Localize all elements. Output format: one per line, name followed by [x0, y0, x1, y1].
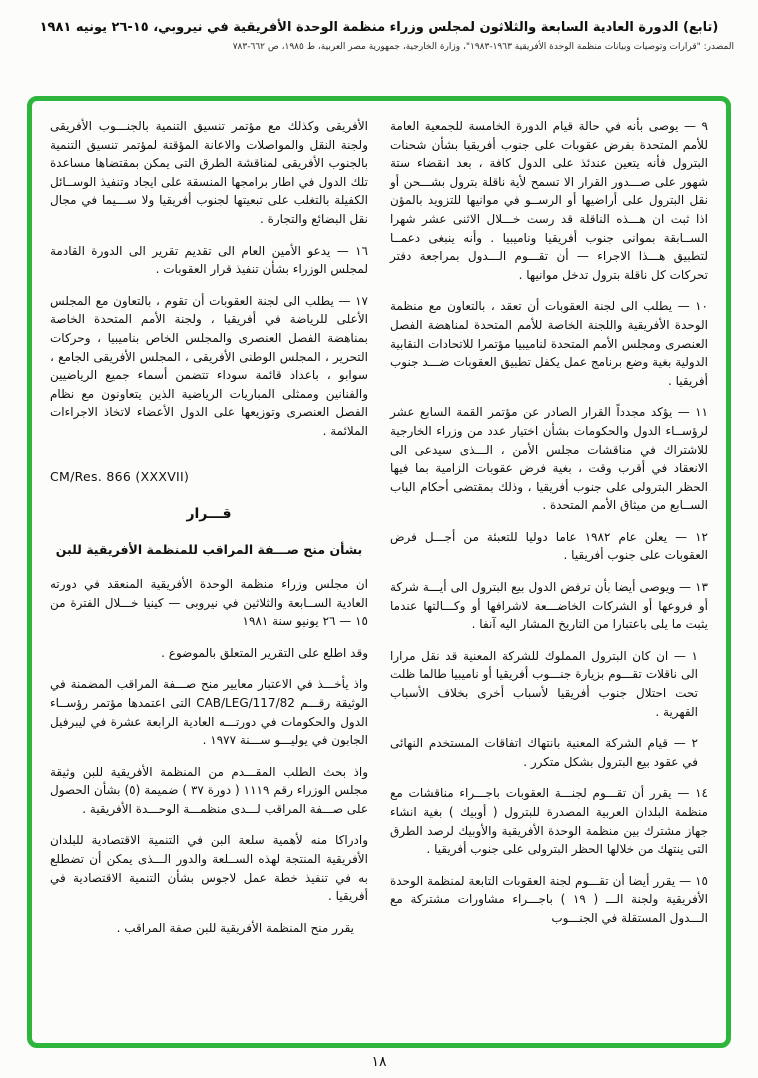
paragraph-item-11: ١١ — يؤكد مجدداً القرار الصادر عن مؤتمر القمة السابع عشر لرؤســاء الدول والحكومات بشأن اختيار عدد من وزراء الخارجية للاشتراك في مناقشات مجلس الأمن ، الـــذى سيدعى الى الانعقاد في أقرب وقت ، بغية فرض عقوبات الزامية بما فيها الحظر البترولى على جنوب أفريقيا ، وذلك بمقتضى أحكام الباب الســابع من ميثاق الأمم المتحدة .: [390, 405, 708, 513]
paragraph-item-10: ١٠ — يطلب الى لجنة العقوبات أن تعقد ، بالتعاون مع منظمة الوحدة الأفريقية واللجنة الخاصة للأمم المتحدة لمناهضة الفصل العنصرى ومجلس الأمم المتحدة لناميبيا مؤتمرا للاتحادات النقابية الدولية بغية وضع برنامج عمل يكفل تطبيق العقوبات ضـــد جنوب أفريقيا .: [390, 299, 708, 388]
resolution-subtitle: بشأن منح صـــفة المراقب للمنظمة الأفريقية للبن: [55, 541, 363, 557]
column-left: [50, 117, 368, 1033]
column-right: [390, 117, 708, 1033]
paragraph-item-14: ١٤ — يقرر أن تقـــوم لجنـــة العقوبات باجـــراء مناقشات مع منظمة البلدان العربية المصدرة للبترول ( أوبيك ) بغية انشاء جهاز مشترك بين منظمة الوحدة الأفريقية والأوبيك لرصد الطرق التى ينتهك من خلالها الحظر البترولى على جنوب أفريقيا .: [390, 786, 708, 857]
paragraph-item-16: ١٦ — يدعو الأمين العام الى تقديم تقرير الى الدورة القادمة لمجلس الوزراء بشأن تنفيذ قرار العقوبات .: [50, 243, 368, 277]
page-number: ١٨: [371, 1054, 387, 1070]
page-header: [0, 0, 758, 52]
resolution-paragraph-coffee: وادراكا منه لأهمية سلعة البن في التنمية الاقتصادية للبلدان الأفريقية المنتجة لهذه الســلعة والدور الـــذى يمكن أن تضطلع به في تنفيذ خطة عمل لاجوس بشأن التنمية الاقتصادية في أفريقيا .: [50, 833, 368, 904]
resolution-title: قـــرار: [186, 505, 232, 522]
header-title: (تابع) الدورة العادية السابعة والثلاثون لمجلس وزراء منظمة الوحدة الأفريقية في نيروبي، ١٥-٢٦ يونيه ١٩٨١: [39, 20, 719, 35]
resolution-paragraph-preamble: ان مجلس وزراء منظمة الوحدة الأفريقية المنعقد في دورته العادية الســابعة والثلاثين في نيروبى — كينيا خـــلال الفترة من ١٥ — ٢٦ يونيو سنة ١٩٨١: [50, 576, 368, 629]
paragraph-item-15: ١٥ — يقرر أيضا أن تقـــوم لجنة العقوبات التابعة لمنظمة الوحدة الأفريقية ولجنة الـــ ( ١٩ ) باجـــراء مشاورات مشتركة مع الـــدول المستقلة في الجنـــوب: [390, 873, 708, 925]
paragraph-item-12: ١٢ — يعلن عام ١٩٨٢ عاما دوليا للتعبئة من أجـــل فرض العقوبات على جنوب أفريقيا .: [390, 529, 708, 563]
paragraph-subitem-2: ٢ — قيام الشركة المعنية بانتهاك اتفاقات المستخدم النهائى في عقود بيع البترول بشكل متكرر .: [390, 736, 698, 769]
resolution-paragraph-report: وقد اطلع على التقرير المتعلق بالموضوع .: [161, 645, 368, 660]
header-source-line: المصدر: "قرارات وتوصيات وبيانات منظمة الوحدة الأفريقية ١٩٦٣-١٩٨٣"، وزارة الخارجية، جمهورية مصر العربية، ط ١٩٨٥، ص ٦٦٢-٧٨٣: [232, 42, 734, 52]
resolution-paragraph-criteria: واذ يأخـــذ في الاعتبار معايير منح صـــفة المراقب المضمنة في الوثيقة رقـــم CAB/LEG/117/82 التى اعتمدها مؤتمر رؤســاء الدول والحكومات في دورتـــه العادية الرابعة عشرة في ليبرفيل الجابون في يوليـــو ســـنة ١٩٧٧ .: [50, 677, 368, 748]
paragraph-item-17: ١٧ — يطلب الى لجنة العقوبات أن تقوم ، بالتعاون مع المجلس الأعلى للرياضة في أفريقيا ، ولجنة الأمم المتحدة الخاصة بمناهضة الفصل العنصرى والمجلس الخاص بناميبيا ، وحركات التحرير ، المجلس الوطنى الأفريقى ، المجلس الأفريقى الجامع ، سوابو ، باعداد قائمة سوداء تتضمن أسماء جميع الرياضيين والفنانين وممثلى المباريات الرياضية الذين يتعاونون مع نظام الفصل العنصرى وتوزيعها على الدول الأعضاء لاتخاذ الاجراءات الملائمة .: [50, 293, 368, 438]
resolution-decision-line: يقرر منح المنظمة الأفريقية للبن صفة المراقب .: [116, 920, 354, 935]
paragraph-item-13: ١٣ — ويوصى أيضا بأن ترفض الدول بيع البترول الى أيـــة شركة أو فروعها أو الشركات الخاضـــعة لاشرافها أو وكـــالتها عندما يثبت ما يلى باعتبارا من التاريخ المشار اليه آنفا .: [390, 580, 708, 632]
content-frame: [27, 96, 731, 1048]
resolution-code: CM/Res. 866 (XXXVII): [50, 468, 190, 484]
two-column-layout: [50, 117, 708, 1033]
paragraph-item-9: ٩ — يوصى بأنه في حالة قيام الدورة الخامسة للجمعية العامة للأمم المتحدة بفرض عقوبات على جنوب أفريقيا بشأن شحنات البترول فأنه يتعين عندئذ على الدول كافة ، بعد انقضاء ستة شهور على صـــدور القرار الا تسمح لأية ناقلة بترول بشـــحن أو نقل البترول على أراضيها أو الرســو في موانيها للتزويد بالمؤن اذا ثبت ان هـــذه الناقلة قد رست خـــلال الاثنى عشر شهرا الســابقة بموانى جنوب أفريقيا وناميبيا . وأنه ينبغى دعمــا لتطبيق هـــذا الاجراء — أن تقـــوم الـــدول بمراجعة دفتر تحركات كل ناقلة بترول تدخل موانيها .: [390, 119, 708, 282]
resolution-paragraph-request: واذ بحث الطلب المقـــدم من المنظمة الأفريقية للبن وثيقة مجلس الوزراء رقم ١١١٩ ( دورة ٣٧ ) ضميمة (٥) بشأن الحصول على صـــفة المراقب لـــدى منظمـــة الوحـــدة الأفريقية .: [50, 764, 368, 816]
paragraph-subitem-1: ١ — ان كان البترول المملوك للشركة المعنية قد نقل مرارا الى ناقلات تقـــوم بزيارة جنـــوب أفريقيا أو ناميبيا طالما ظلت تحت احتلال جنوب أفريقيا لأسباب أخرى بخلاف الأسباب القهرية .: [390, 648, 698, 719]
paragraph-continuation: الأفريقى وكذلك مع مؤتمر تنسيق التنمية بالجنـــوب الأفريقى ولجنة النقل والمواصلات والاعانة المؤقتة لمؤتمر تنسيق التنمية بالجنوب الأفريقى لمناقشة الطرق التى يمكن بمقتضاها مساعدة تلك الدول في اطار برامجها المنسقة على ايجاد وتنفيذ الوســائل الكفيلة بالتغلب على تبعيتها لجنوب أفريقيا ولا ســـيما في مجال نقل البضائع والتجارة .: [50, 119, 368, 226]
